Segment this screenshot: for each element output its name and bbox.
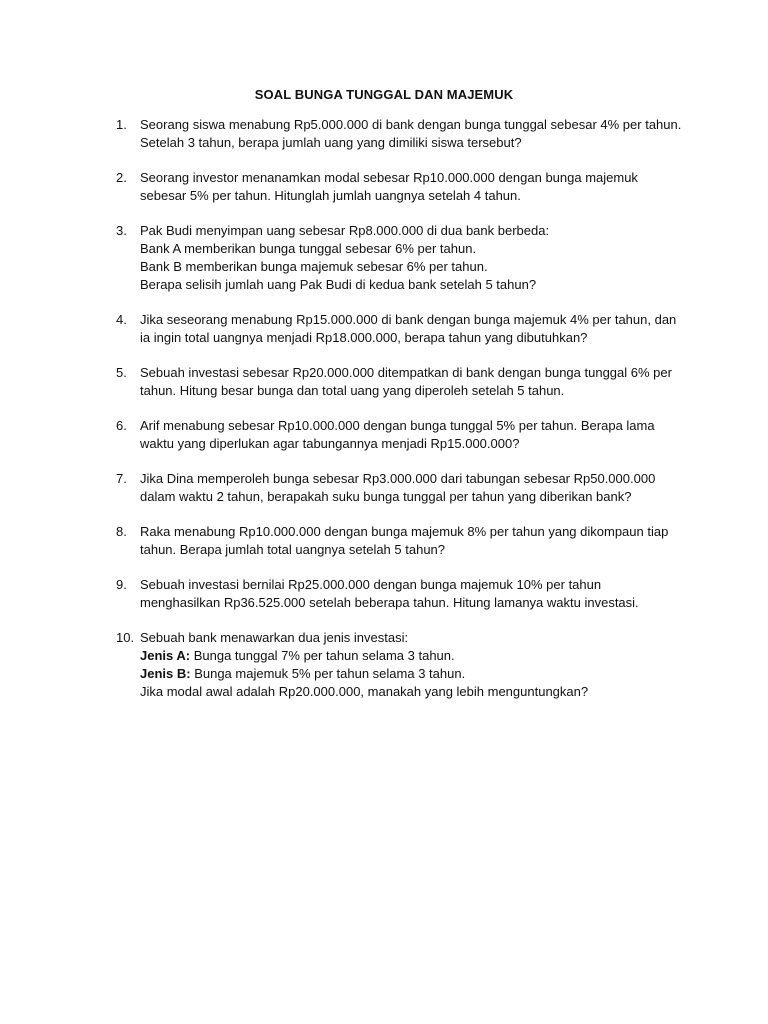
question-2 — [116, 169, 676, 205]
option-a-label: Jenis A: — [140, 648, 191, 663]
question-line: Sebuah investasi bernilai Rp25.000.000 dengan bunga majemuk 10% per tahun — [140, 577, 602, 592]
question-4 — [116, 311, 676, 347]
question-line: Jika modal awal adalah Rp20.000.000, manakah yang lebih menguntungkan? — [140, 684, 589, 699]
question-text — [140, 169, 676, 205]
question-text — [140, 576, 676, 612]
question-number: 7. — [116, 471, 127, 486]
question-text — [140, 311, 676, 347]
question-line: ia ingin total uangnya menjadi Rp18.000.000, berapa tahun yang dibutuhkan? — [140, 330, 588, 345]
question-number: 1. — [116, 117, 127, 132]
question-6 — [116, 417, 676, 453]
question-line: Jika seseorang menabung Rp15.000.000 di bank dengan bunga majemuk 4% per tahun, dan — [140, 312, 677, 327]
question-5 — [116, 364, 676, 400]
question-number: 8. — [116, 524, 127, 539]
question-text — [140, 364, 676, 400]
question-number: 10. — [116, 630, 135, 645]
document-title: SOAL BUNGA TUNGGAL DAN MAJEMUK — [254, 87, 514, 102]
question-number: 6. — [116, 418, 127, 433]
question-line: Berapa selisih jumlah uang Pak Budi di kedua bank setelah 5 tahun? — [140, 277, 537, 292]
question-1 — [116, 116, 682, 152]
question-line: dalam waktu 2 tahun, berapakah suku bunga tunggal per tahun yang diberikan bank? — [140, 489, 632, 504]
question-line: Jika Dina memperoleh bunga sebesar Rp3.000.000 dari tabungan sebesar Rp50.000.000 — [140, 471, 656, 486]
question-line: Raka menabung Rp10.000.000 dengan bunga majemuk 8% per tahun yang dikompaun tiap — [140, 524, 669, 539]
option-b-line — [140, 665, 676, 683]
question-number: 4. — [116, 312, 127, 327]
question-3 — [116, 222, 676, 294]
option-a-line — [140, 647, 676, 665]
question-line: Sebuah investasi sebesar Rp20.000.000 ditempatkan di bank dengan bunga tunggal 6% per — [140, 365, 672, 380]
question-line: Setelah 3 tahun, berapa jumlah uang yang dimiliki siswa tersebut? — [140, 135, 522, 150]
question-number: 2. — [116, 170, 127, 185]
question-text — [140, 629, 676, 701]
question-10 — [116, 629, 676, 701]
question-line: tahun. Berapa jumlah total uangnya setelah 5 tahun? — [140, 542, 446, 557]
question-line: Pak Budi menyimpan uang sebesar Rp8.000.000 di dua bank berbeda: — [140, 223, 550, 238]
question-line: menghasilkan Rp36.525.000 setelah beberapa tahun. Hitung lamanya waktu investasi. — [140, 595, 639, 610]
question-line: Arif menabung sebesar Rp10.000.000 dengan bunga tunggal 5% per tahun. Berapa lama — [140, 418, 655, 433]
option-b-text: Bunga majemuk 5% per tahun selama 3 tahun. — [190, 666, 466, 681]
question-7 — [116, 470, 676, 506]
question-number: 9. — [116, 577, 127, 592]
question-number: 3. — [116, 223, 127, 238]
question-text — [140, 222, 676, 294]
question-line: Seorang investor menanamkan modal sebesar Rp10.000.000 dengan bunga majemuk — [140, 170, 638, 185]
question-line: Sebuah bank menawarkan dua jenis investasi: — [140, 630, 409, 645]
question-text — [140, 523, 676, 559]
question-text — [140, 116, 681, 152]
question-9 — [116, 576, 676, 612]
question-line: Seorang siswa menabung Rp5.000.000 di bank dengan bunga tunggal sebesar 4% per tahun. — [140, 117, 682, 132]
question-line: waktu yang diperlukan agar tabungannya menjadi Rp15.000.000? — [140, 436, 520, 451]
question-number: 5. — [116, 365, 127, 380]
question-line: Bank B memberikan bunga majemuk sebesar 6% per tahun. — [140, 259, 488, 274]
question-list — [116, 116, 682, 718]
option-b-label: Jenis B: — [140, 666, 191, 681]
question-line: tahun. Hitung besar bunga dan total uang yang diperoleh setelah 5 tahun. — [140, 383, 565, 398]
question-8 — [116, 523, 676, 559]
question-line: sebesar 5% per tahun. Hitunglah jumlah uangnya setelah 4 tahun. — [140, 188, 521, 203]
question-line: Bank A memberikan bunga tunggal sebesar 6% per tahun. — [140, 241, 477, 256]
option-a-text: Bunga tunggal 7% per tahun selama 3 tahun. — [190, 648, 455, 663]
question-text — [140, 417, 676, 453]
question-text — [140, 470, 676, 506]
